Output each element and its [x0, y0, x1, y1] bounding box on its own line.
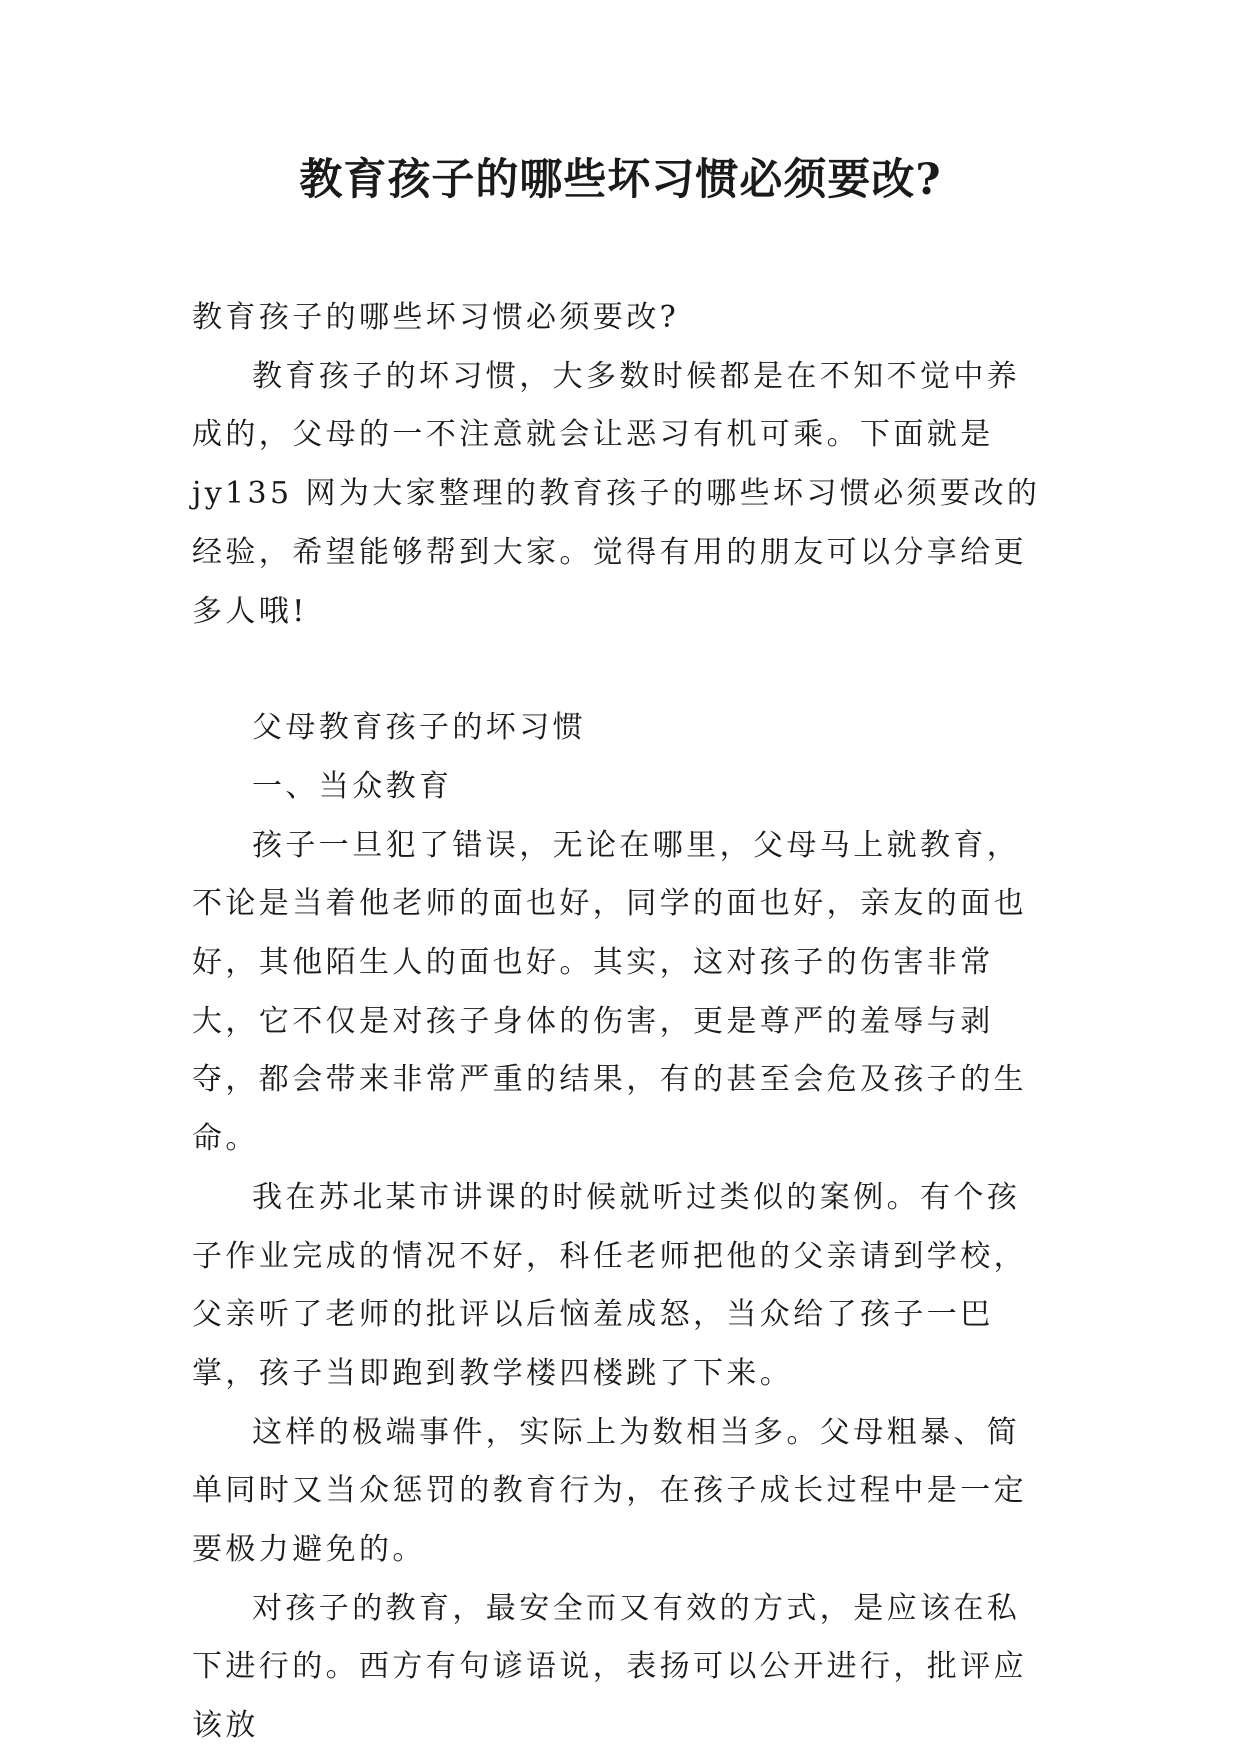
paragraph-subtitle: 教育孩子的哪些坏习惯必须要改?	[192, 300, 680, 335]
subsection-heading: 一、当众教育	[252, 768, 453, 804]
section-heading: 父母教育孩子的坏习惯	[252, 710, 586, 746]
paragraph-body: 这样的极端事件，实际上为数相当多。父母粗暴、简单同时又当众惩罚的教育行为，在孩子成长过程中是一定要极力避免的。	[192, 1414, 1027, 1568]
paragraph-intro: 教育孩子的坏习惯，大多数时候都是在不知不觉中养成的，父母的一不注意就会让恶习有机可乘。下面就是 jy135 网为大家整理的教育孩子的哪些坏习惯必须要改的经验，希望能够帮到大家。觉得有用的朋友可以分享给更多人哦!	[192, 358, 1041, 629]
paragraph-body: 我在苏北某市讲课的时候就听过类似的案例。有个孩子作业完成的情况不好，科任老师把他的父亲请到学校，父亲听了老师的批评以后恼羞成怒，当众给了孩子一巴掌，孩子当即跑到教学楼四楼跳了下来。	[192, 1179, 1027, 1391]
document-title: 教育孩子的哪些坏习惯必须要改?	[299, 155, 942, 205]
document-body	[192, 289, 1052, 1756]
paragraph-body: 孩子一旦犯了错误，无论在哪里，父母马上就教育，不论是当着他老师的面也好，同学的面也好，亲友的面也好，其他陌生人的面也好。其实，这对孩子的伤害非常大，它不仅是对孩子身体的伤害，更是尊严的羞辱与剥夺，都会带来非常严重的结果，有的甚至会危及孩子的生命。	[192, 827, 1027, 1157]
paragraph-body: 对孩子的教育，最安全而又有效的方式，是应该在私下进行的。西方有句谚语说，表扬可以公开进行，批评应该放	[192, 1590, 1027, 1744]
